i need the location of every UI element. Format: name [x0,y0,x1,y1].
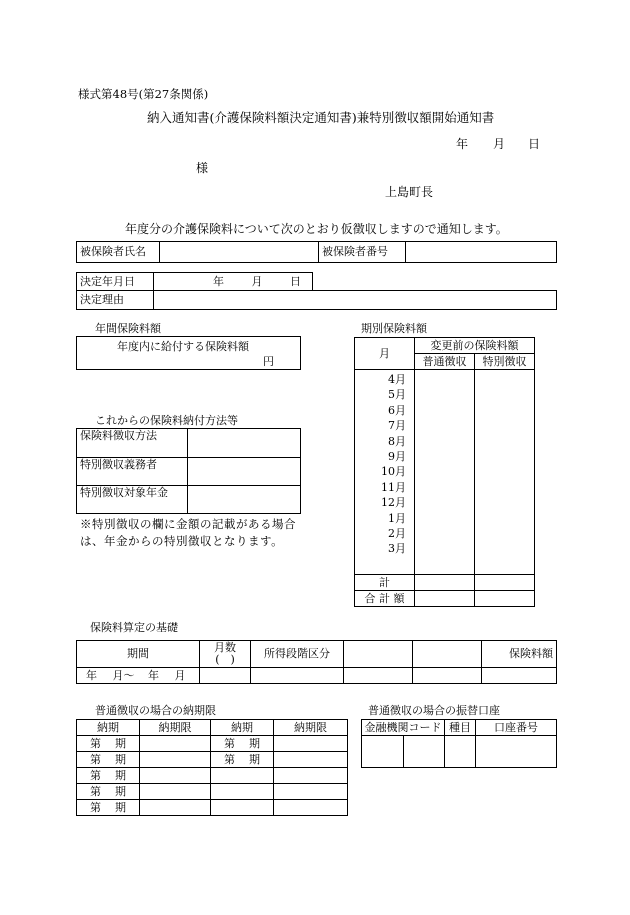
deadlines-table [76,719,348,816]
periodic-special-column [475,370,535,575]
deadlines-term-left-1 [77,736,140,752]
basis-months-label: 月数 [214,640,236,654]
deadlines-date-left-5 [140,800,211,816]
deadlines-date-right-4 [274,784,348,800]
term-suffix: 期 [249,736,260,750]
deadlines-date-left-4 [140,784,211,800]
pension-label: 特別徴収対象年金 [77,486,188,514]
basis-months-header [200,641,251,668]
insured-table [76,241,557,263]
periodic-total-special [475,575,535,591]
basis-period-header: 期間 [77,641,200,668]
periodic-grand-total-label: 合 計 額 [355,591,415,607]
term-prefix: 第 [90,736,101,750]
special-collection-note: ※特別徴収の欄に金額の記載がある場合は、年金からの特別徴収となります。 [80,517,296,548]
term-suffix: 期 [115,768,126,782]
deadlines-term-header-right: 納期 [211,720,274,736]
deadlines-term-right-2 [211,752,274,768]
periodic-grand-total-special [475,591,535,607]
basis-heading: 保険料算定の基礎 [90,621,178,634]
periodic-month-header: 月 [355,338,415,370]
deadlines-term-left-2 [77,752,140,768]
basis-income-class-header: 所得段階区分 [251,641,344,668]
basis-blank-header-2 [413,641,482,668]
pension-value [188,486,301,514]
basis-from-year: 年 [86,668,97,682]
basis-period-value [77,668,200,684]
periodic-table [354,337,535,607]
deadlines-term-right-5 [211,800,274,816]
basis-blank-header-1 [344,641,413,668]
term-prefix: 第 [90,752,101,766]
term-prefix: 第 [90,800,101,814]
transfer-account-number-header: 口座番号 [476,720,557,736]
annual-box [76,336,301,370]
basis-blank-value-1 [344,668,413,684]
basis-table [76,640,557,684]
month-12: 12月 [381,496,406,510]
periodic-heading: 期別保険料額 [361,322,427,335]
month-3: 3月 [388,542,406,556]
month-5: 5月 [388,388,406,402]
decision-month: 月 [251,274,263,288]
deadlines-term-right-3 [211,768,274,784]
date-day-label: 日 [528,137,541,151]
deadlines-term-left-4 [77,784,140,800]
transfer-heading: 普通徴収の場合の振替口座 [368,704,500,717]
periodic-grand-total-ordinary [415,591,475,607]
decision-reason-value [154,291,557,310]
deadlines-date-right-1 [274,736,348,752]
transfer-type-value [445,736,476,768]
basis-from-month: 月～ [112,668,135,682]
decision-date-label: 決定年月日 [77,273,154,291]
decision-reason-table [76,290,557,310]
periodic-total-label: 計 [355,575,415,591]
payment-method-heading: これからの保険料納付方法等 [95,414,238,427]
term-suffix: 期 [115,736,126,750]
deadlines-date-right-3 [274,768,348,784]
decision-date-table [76,272,313,291]
insured-name-value [160,242,319,263]
date-year-label: 年 [456,137,469,151]
periodic-ordinary-column [415,370,475,575]
issuer: 上島町長 [385,185,434,199]
periodic-month-list [355,370,415,575]
term-suffix: 期 [249,752,260,766]
deadlines-date-left-2 [140,752,211,768]
month-10: 10月 [381,465,406,479]
transfer-institution-code-value [362,736,445,768]
withholding-agent-value [188,458,301,486]
insured-name-label: 被保険者氏名 [77,242,160,263]
month-2: 2月 [388,527,406,541]
month-1: 1月 [388,511,406,525]
annual-heading: 年間保険料額 [95,322,161,335]
collection-method-label: 保険料徴収方法 [77,429,188,458]
term-suffix: 期 [115,752,126,766]
basis-income-class-value [251,668,344,684]
deadlines-term-header-left: 納期 [77,720,140,736]
transfer-bank-code-cell [362,736,404,767]
basis-blank-value-2 [413,668,482,684]
transfer-account-number-value [476,736,557,768]
basis-to-year: 年 [148,668,159,682]
term-suffix: 期 [115,784,126,798]
annual-row-label: 年度内に給付する保険料額 [117,340,249,353]
transfer-branch-code-cell [404,736,445,767]
periodic-before-change-header: 変更前の保険料額 [415,338,535,354]
date-month-label: 月 [493,137,506,151]
transfer-table [361,719,557,768]
basis-months-paren: ( ) [215,653,235,666]
deadlines-heading: 普通徴収の場合の納期限 [95,704,216,717]
annual-unit: 円 [263,355,274,368]
month-4: 4月 [388,373,406,386]
periodic-ordinary-header: 普通徴収 [415,354,475,370]
page-title: 納入通知書(介護保険料額決定通知書)兼特別徴収額開始通知書 [147,110,495,125]
deadlines-date-right-5 [274,800,348,816]
decision-reason-label: 決定理由 [77,291,154,310]
deadlines-date-right-2 [274,752,348,768]
periodic-total-ordinary [415,575,475,591]
transfer-institution-code-header: 金融機関コード [362,720,445,736]
insured-number-value [406,242,557,263]
month-9: 9月 [388,450,406,464]
month-6: 6月 [388,403,406,417]
collection-method-value [188,429,301,458]
intro-text: 年度分の介護保険料について次のとおり仮徴収しますので通知します。 [125,222,508,236]
term-prefix: 第 [224,752,235,766]
basis-to-month: 月 [174,668,186,682]
deadlines-date-left-1 [140,736,211,752]
term-prefix: 第 [90,768,101,782]
basis-premium-header: 保険料額 [482,641,557,668]
addressee-suffix: 様 [196,161,209,175]
form-number: 様式第48号(第27条関係) [78,87,209,101]
deadlines-deadline-header-right: 納期限 [274,720,348,736]
basis-premium-value [482,668,557,684]
month-11: 11月 [381,480,406,494]
term-prefix: 第 [90,784,101,798]
basis-months-value [200,668,251,684]
deadlines-term-left-3 [77,768,140,784]
decision-year: 年 [213,274,224,288]
payment-method-table [76,428,301,514]
transfer-type-header: 種目 [445,720,476,736]
insured-number-label: 被保険者番号 [319,242,406,263]
deadlines-term-right-4 [211,784,274,800]
deadlines-deadline-header-left: 納期限 [140,720,211,736]
term-prefix: 第 [224,736,235,750]
term-suffix: 期 [115,800,126,814]
deadlines-term-left-5 [77,800,140,816]
periodic-special-header: 特別徴収 [475,354,535,370]
month-8: 8月 [388,434,406,448]
deadlines-date-left-3 [140,768,211,784]
decision-date-value [154,273,313,291]
deadlines-term-right-1 [211,736,274,752]
decision-day: 日 [290,274,301,288]
withholding-agent-label: 特別徴収義務者 [77,458,188,486]
month-7: 7月 [388,419,406,433]
